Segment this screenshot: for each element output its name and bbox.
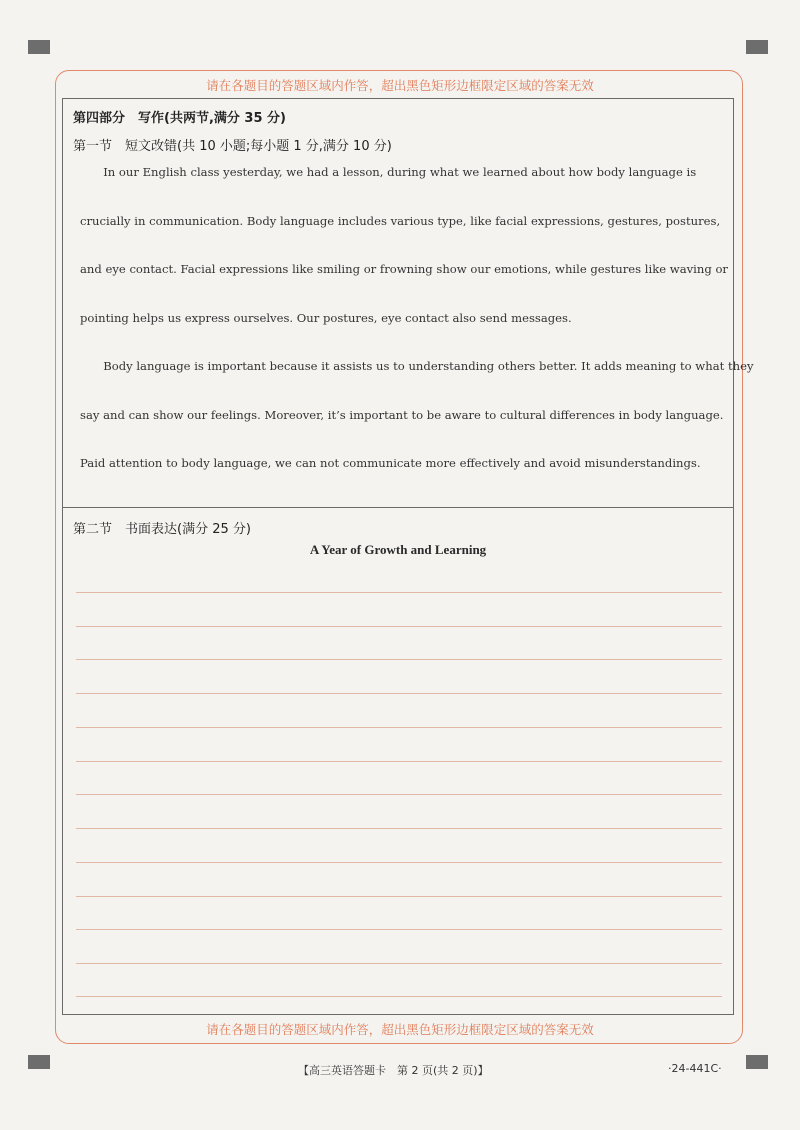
top-notice: 请在各题目的答题区域内作答，超出黑色矩形边框限定区域的答案无效	[206, 78, 594, 93]
essay-title: A Year of Growth and Learning	[309, 542, 487, 557]
corner-mark-top-right	[746, 40, 768, 54]
writing-line[interactable]	[76, 794, 722, 795]
writing-line[interactable]	[76, 659, 722, 660]
writing-line[interactable]	[76, 828, 722, 829]
correction-line-4: pointing helps us express ourselves. Our postures, eye contact also send messages.	[80, 311, 572, 325]
writing-line[interactable]	[76, 929, 722, 930]
correction-line-1: In our English class yesterday, we had a lesson, during what we learned about how body language is	[80, 165, 697, 179]
writing-line[interactable]	[76, 727, 722, 728]
writing-line[interactable]	[76, 963, 722, 964]
writing-line[interactable]	[76, 896, 722, 897]
corner-mark-top-left	[28, 40, 50, 54]
correction-line-7: Paid attention to body language, we can not communicate more effectively and avoid misunderstandings.	[80, 456, 701, 470]
corner-mark-bottom-left	[28, 1055, 50, 1069]
corner-mark-bottom-right	[746, 1055, 768, 1069]
correction-line-5: Body language is important because it assists us to understanding others better. It adds meaning to what they	[80, 359, 754, 373]
writing-line[interactable]	[76, 996, 722, 997]
part4-title: 第四部分 写作(共两节,满分 35 分)	[73, 111, 286, 126]
section1-title: 第一节 短文改错(共 10 小题;每小题 1 分,满分 10 分)	[73, 139, 392, 154]
writing-line[interactable]	[76, 592, 722, 593]
writing-line[interactable]	[76, 626, 722, 627]
page-footer: 【高三英语答题卡 第 2 页(共 2 页)】	[298, 1064, 489, 1077]
writing-line[interactable]	[76, 693, 722, 694]
section2-title: 第二节 书面表达(满分 25 分)	[73, 522, 251, 537]
writing-line[interactable]	[76, 862, 722, 863]
correction-line-3: and eye contact. Facial expressions like smiling or frowning show our emotions, while gestures like waving or	[80, 262, 728, 276]
correction-line-6: say and can show our feelings. Moreover, it’s important to be aware to cultural differences in body language.	[80, 408, 724, 422]
correction-line-2: crucially in communication. Body language includes various type, like facial expressions, gestures, postures,	[80, 214, 721, 228]
exam-code: ·24-441C·	[668, 1062, 722, 1075]
bottom-notice: 请在各题目的答题区域内作答，超出黑色矩形边框限定区域的答案无效	[206, 1022, 594, 1037]
writing-line[interactable]	[76, 761, 722, 762]
section1-box	[62, 98, 754, 508]
